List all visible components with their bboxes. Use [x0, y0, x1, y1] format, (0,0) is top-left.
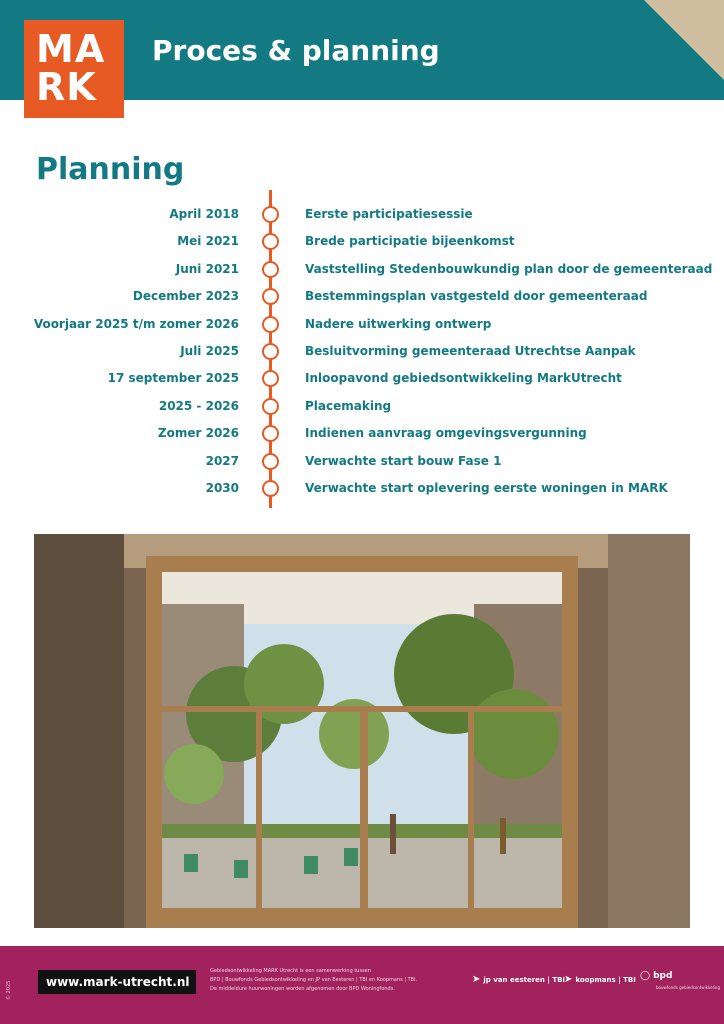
bpd-logo-icon: ◯ — [640, 971, 651, 981]
timeline-row — [0, 341, 724, 363]
timeline-dot-icon — [262, 370, 279, 387]
timeline-event: Indienen aanvraag omgevingsvergunning — [305, 426, 587, 441]
timeline-row — [0, 368, 724, 390]
bpd-subtitle: bouwfonds gebiedsontwikkeling — [656, 985, 720, 990]
courtyard-illustration — [34, 534, 690, 928]
timeline-date: Voorjaar 2025 t/m zomer 2026 — [33, 316, 239, 331]
partner-bpd — [640, 971, 672, 981]
timeline-row — [0, 259, 724, 281]
timeline-date: Juni 2021 — [175, 261, 239, 276]
timeline-dot-icon — [262, 343, 279, 360]
timeline-date: 17 september 2025 — [107, 371, 239, 386]
timeline-event: Brede participatie bijeenkomst — [305, 234, 515, 249]
footer-text-line: Gebiedsontwikkeling MARK Utrecht is een samenwerking tussen — [210, 968, 371, 974]
timeline-date: 2025 - 2026 — [158, 398, 239, 413]
timeline-dot-icon — [262, 453, 279, 470]
timeline-date: Mei 2021 — [177, 234, 239, 249]
timeline-date: Zomer 2026 — [157, 426, 239, 441]
partner-label: koopmans | TBI — [575, 976, 636, 984]
timeline-event: Vaststelling Stedenbouwkundig plan door de gemeenteraad — [305, 261, 713, 276]
timeline-dot-icon — [262, 261, 279, 278]
copyright-note: © 2025 — [6, 980, 12, 1000]
timeline-dot-icon — [262, 480, 279, 497]
timeline-date: 2030 — [205, 481, 239, 495]
planning-heading: Planning — [36, 152, 185, 187]
courtyard-photo — [34, 534, 690, 928]
partner-jp-van-eesteren — [472, 974, 565, 985]
timeline-row — [0, 286, 724, 308]
timeline-dot-icon — [262, 425, 279, 442]
timeline-event: Besluitvorming gemeenteraad Utrechtse Aanpak — [305, 344, 636, 358]
timeline-row — [0, 478, 724, 500]
timeline-date: April 2018 — [169, 207, 239, 221]
corner-accent — [644, 0, 724, 80]
timeline-date: December 2023 — [132, 289, 239, 304]
timeline-dot-icon — [262, 233, 279, 250]
timeline-row — [0, 396, 724, 418]
timeline-event: Verwachte start oplevering eerste woningen in MARK — [305, 481, 668, 495]
timeline-event: Bestemmingsplan vastgesteld door gemeenteraad — [305, 289, 648, 304]
timeline-date: 2027 — [205, 453, 239, 468]
timeline-row — [0, 204, 724, 226]
timeline-row — [0, 451, 724, 473]
page-title: Proces & planning — [152, 34, 440, 67]
timeline-dot-icon — [262, 398, 279, 415]
timeline-event: Verwachte start bouw Fase 1 — [305, 453, 502, 468]
timeline-event: Nadere uitwerking ontwerp — [305, 316, 492, 331]
timeline-dot-icon — [262, 316, 279, 333]
partner-label: bpd — [653, 971, 673, 981]
logo-line-1: MA — [36, 27, 106, 71]
timeline-row — [0, 314, 724, 336]
timeline-row — [0, 423, 724, 445]
logo-line-2: RK — [36, 65, 97, 109]
partner-label: jp van eesteren | TBI — [483, 976, 566, 984]
jp-logo-icon: ➤ — [472, 974, 481, 985]
partner-koopmans — [564, 974, 636, 985]
footer-text-line: De middeldure huurwoningen worden afgenomen door BPD Woningfonds. — [210, 986, 395, 992]
footer-description — [210, 967, 465, 994]
footer-text-line: BPD | Bouwfonds Gebiedsontwikkeling en JP van Eesteren | TBI en Koopmans | TBI. — [210, 977, 418, 983]
timeline-date: Juli 2025 — [180, 344, 239, 358]
website-link[interactable]: www.mark-utrecht.nl — [38, 970, 196, 994]
timeline-event: Inloopavond gebiedsontwikkeling MarkUtrecht — [305, 371, 622, 386]
timeline-event: Placemaking — [305, 398, 392, 413]
timeline-dot-icon — [262, 288, 279, 305]
timeline-event: Eerste participatiesessie — [305, 207, 473, 221]
timeline-dot-icon — [262, 206, 279, 223]
mark-logo — [24, 20, 124, 118]
timeline-row — [0, 231, 724, 253]
koopmans-logo-icon: ➤ — [564, 974, 573, 985]
